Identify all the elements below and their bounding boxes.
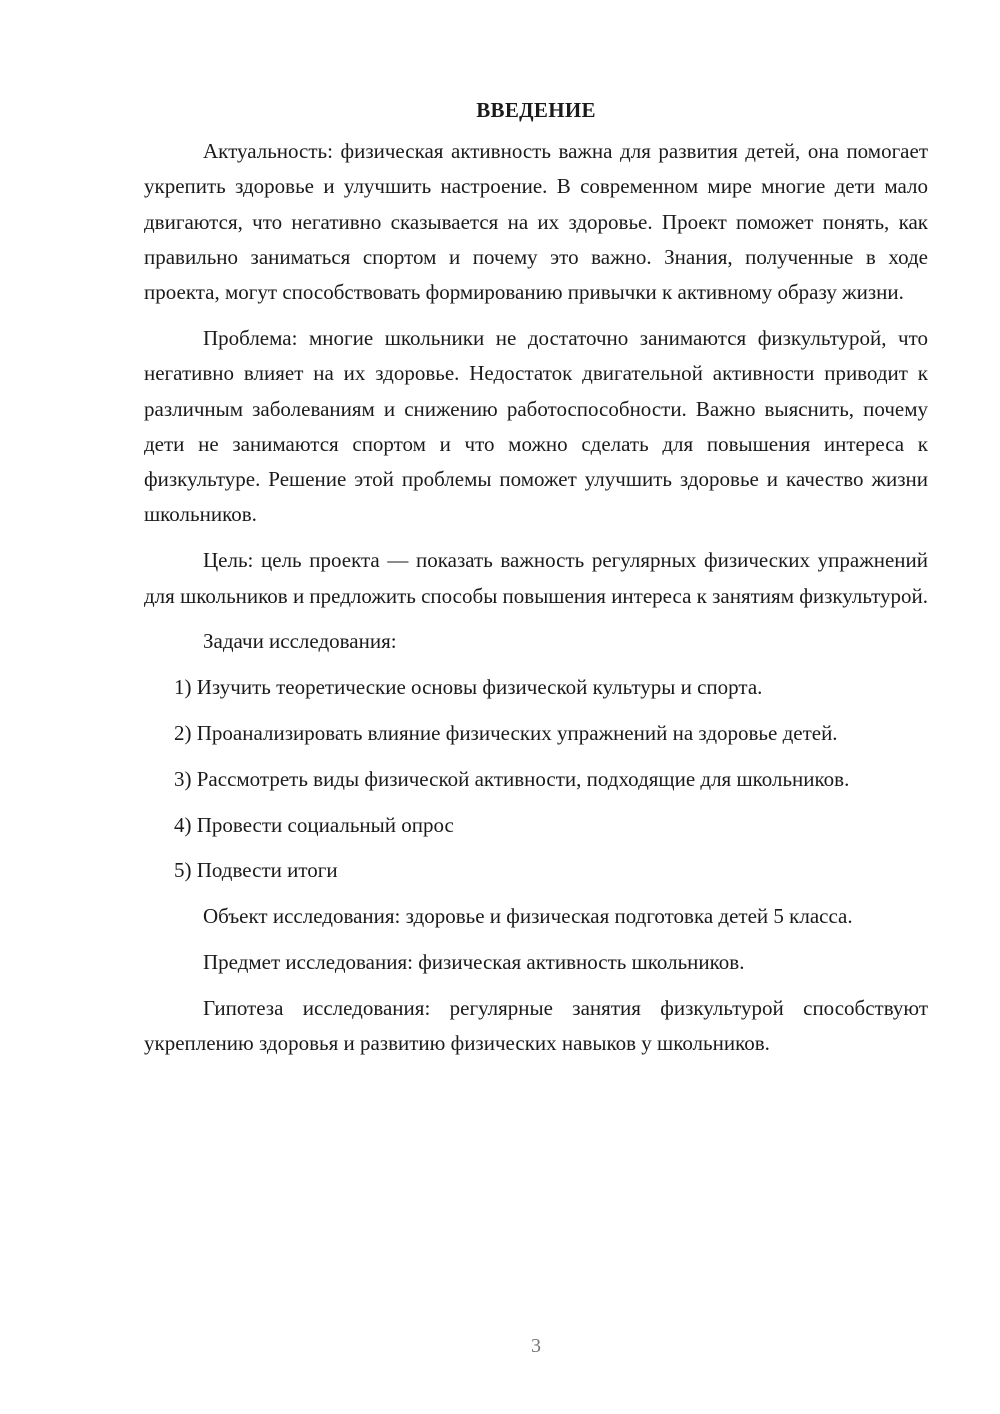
paragraph-hypothesis: Гипотеза исследования: регулярные занятия физкультурой способствуют укреплению здоровья и развитию физических навыков у школьников.	[144, 995, 928, 1056]
paragraph-object: Объект исследования: здоровье и физическая подготовка детей 5 класса.	[203, 904, 853, 929]
paragraph-relevance: Актуальность: физическая активность важна для развития детей, она помогает укрепить здоровье и улучшить настроение. В современном мире многие дети мало двигаются, что негативно сказывается на их здоровье. Проект поможет понять, как правильно заниматься спортом и почему это важно. Знания, полученные в ходе проекта, могут способствовать формированию привычки к активному образу жизни.	[144, 139, 928, 305]
document-page	[144, 94, 928, 1072]
task-item-4: 4) Провести социальный опрос	[174, 812, 454, 837]
task-item-2: 2) Проанализировать влияние физических упражнений на здоровье детей.	[174, 720, 838, 745]
task-item-1: 1) Изучить теоретические основы физической культуры и спорта.	[174, 675, 763, 700]
page-number: 3	[531, 1335, 541, 1357]
paragraph-subject: Предмет исследования: физическая активность школьников.	[203, 949, 745, 974]
task-item-3: 3) Рассмотреть виды физической активности, подходящие для школьников.	[174, 766, 850, 791]
paragraph-problem: Проблема: многие школьники не достаточно занимаются физкультурой, что негативно влияет на их здоровье. Недостаток двигательной активности приводит к различным заболеваниям и снижению работоспособности. Важно выяснить, почему дети не занимаются спортом и что можно сделать для повышения интереса к физкультуре. Решение этой проблемы поможет улучшить здоровье и качество жизни школьников.	[144, 325, 928, 527]
section-title: ВВЕДЕНИЕ	[476, 98, 596, 122]
paragraph-goal: Цель: цель проекта — показать важность регулярных физических упражнений для школьников и предложить способы повышения интереса к занятиям физкультурой.	[144, 548, 929, 608]
task-item-5: 5) Подвести итоги	[174, 858, 338, 883]
tasks-heading: Задачи исследования:	[203, 629, 397, 654]
